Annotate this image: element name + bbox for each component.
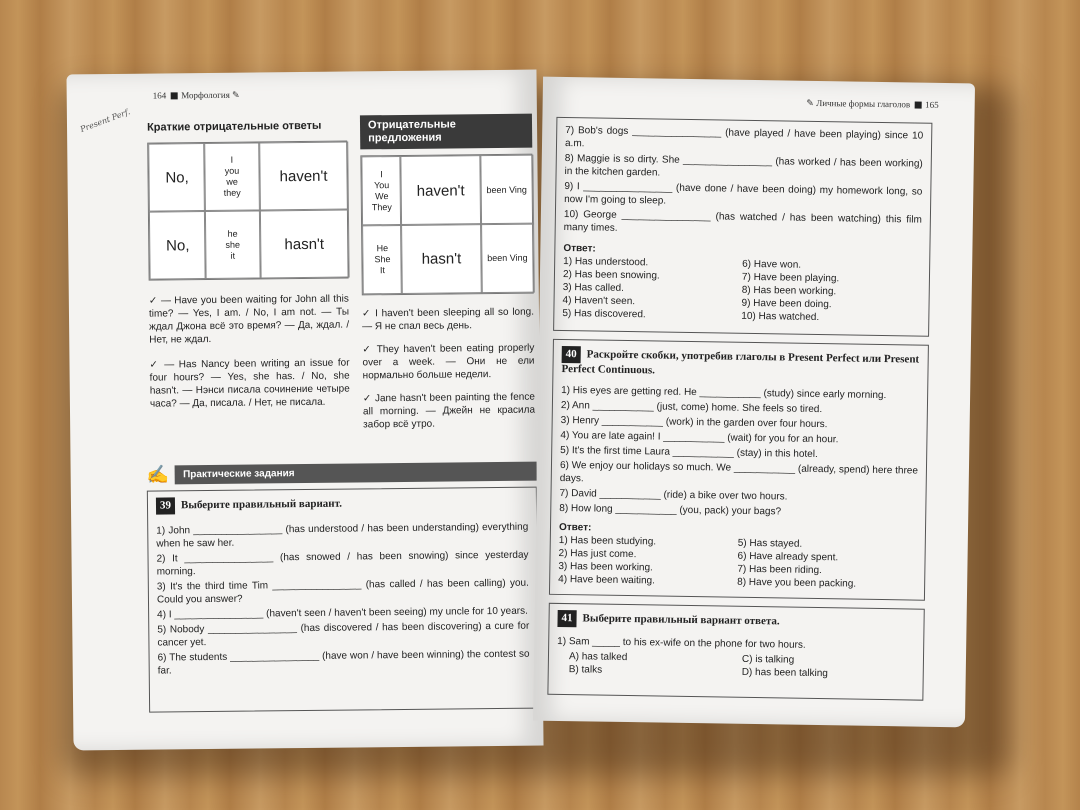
task-instruction: Раскройте скобки, употребив глаголы в Present Perfect или Present Perfect Continuous. xyxy=(561,348,920,377)
task-instruction: Выберите правильный вариант. xyxy=(180,497,342,512)
option-item: B) talks xyxy=(568,664,603,676)
answers-39 xyxy=(562,255,921,326)
cell-pronouns: I you we they xyxy=(203,142,261,211)
practical-banner xyxy=(147,462,537,485)
task-39-box xyxy=(147,487,539,713)
practical-heading: Практические задания xyxy=(175,462,537,485)
answers-column xyxy=(741,258,921,326)
answer-item: 6) Have won. xyxy=(742,258,802,271)
task-39-heading xyxy=(156,494,528,515)
header-title: Морфология xyxy=(181,89,230,101)
answer-label: Ответ: xyxy=(558,521,592,534)
task-item: 8) Maggie is so dirty. She ________________ (has worked / has been working) in the kitchen garden. xyxy=(564,152,923,179)
options-column xyxy=(742,653,915,682)
left-page-header: 164 Морфология ✎ xyxy=(152,89,240,101)
header-square-icon xyxy=(914,102,921,109)
answers-column xyxy=(737,537,917,592)
option-item: C) is talking xyxy=(741,653,795,666)
task-item: 10) George ________________ (has watched / has been watching) this film many times. xyxy=(563,208,922,234)
handwritten-note: Present Perf. xyxy=(79,107,132,135)
header-square-icon xyxy=(170,93,177,100)
task-item: 6) We enjoy our holidays so much. We ___________ (already, spend) here three days. xyxy=(559,459,919,485)
task-40-heading xyxy=(561,346,919,382)
answer-item: 1) Has understood. xyxy=(563,255,649,269)
answer-item: 7) Has been riding. xyxy=(737,563,822,577)
cell-no: No, xyxy=(149,211,207,280)
task-item: 5) It's the first time Laura ___________ (stay) in this hotel. xyxy=(560,444,818,461)
answer-item: 3) Has been working. xyxy=(558,560,653,574)
option-item: A) has talked xyxy=(568,651,628,664)
answer-item: 5) Has stayed. xyxy=(737,537,803,550)
task-item: 4) I ________________ (haven't seen / haven't been seeing) my uncle for 10 years. xyxy=(157,605,528,621)
answer-label: Ответ: xyxy=(563,242,596,255)
practical-section xyxy=(147,462,540,713)
task-item: 6) The students ________________ (have won / have been winning) the contest so far. xyxy=(157,648,530,677)
task-item: 5) Nobody ________________ (has discovered / has been discovering) a cure for cancer yet. xyxy=(157,620,530,649)
example-paragraph: ✓ — Have you been waiting for John all this time? — Yes, I am. / No, I am not. — Ты ждал Джона всё это время? — Да, ждал. / Нет, не ждал. xyxy=(148,293,350,346)
options-column xyxy=(569,650,742,679)
option-item: D) has been talking xyxy=(741,666,828,680)
task-number: 39 xyxy=(156,497,175,514)
task-item: 4) You are late again! I ___________ (wait) for you for an hour. xyxy=(560,429,839,446)
task-item: 2) It ________________ (has snowed / has been snowing) since yesterday morning. xyxy=(156,549,529,578)
cell-pronouns: I You We They xyxy=(361,156,402,226)
answer-options xyxy=(557,650,915,682)
cell-been: been Ving xyxy=(480,223,535,294)
notebook-icon: ✍ xyxy=(146,464,170,485)
page-number: 165 xyxy=(925,99,939,110)
task-item: 8) How long ___________ (you, pack) your bags? xyxy=(559,502,782,518)
short-answers-heading: Краткие отрицательные ответы xyxy=(146,119,322,134)
page-number: 164 xyxy=(152,90,167,101)
task-item: 1) John ________________ (has understood / has been understanding) everything when he saw her. xyxy=(156,521,529,550)
task-item: 7) Bob's dogs ________________ (have played / have been playing) since 10 a.m. xyxy=(564,125,924,150)
answer-item: 7) Have been playing. xyxy=(741,271,840,285)
task-item: 3) Henry ___________ (work) in the garden over four hours. xyxy=(560,414,828,431)
task-instruction: Выберите правильный вариант ответа. xyxy=(582,612,780,628)
task-39-continued-box xyxy=(553,117,932,337)
answer-item: 2) Has been snowing. xyxy=(562,268,660,282)
negative-heading: Отрицательные предложения xyxy=(360,114,532,150)
task-item: 1) Sam _____ to his ex-wife on the phone for two hours. xyxy=(557,635,806,651)
answer-item: 6) Have already spent. xyxy=(737,550,839,564)
task-item: 1) His eyes are getting red. He ___________ (study) since early morning. xyxy=(561,384,887,402)
answer-item: 4) Haven't seen. xyxy=(562,294,636,308)
example-paragraph: ✓ They haven't been eating properly over a week. — Они не ели нормально больше недели. xyxy=(362,342,535,382)
task-39-items xyxy=(156,521,530,678)
answers-column xyxy=(562,255,742,323)
short-answers-column xyxy=(147,120,350,413)
cell-been: been Ving xyxy=(479,155,534,226)
answers-column xyxy=(558,534,738,589)
cell-no: No, xyxy=(148,143,206,212)
example-paragraph: ✓ — Has Nancy been writing an issue for four hours? — Yes, she has. / No, she hasn't. — Нэнси писала сочинение четыре часа? — Да, писала. / Нет, не писала. xyxy=(149,357,350,410)
cell-verb: hasn't xyxy=(259,210,350,279)
answers-40 xyxy=(558,534,917,592)
task-number: 41 xyxy=(557,610,576,627)
example-paragraph: ✓ Jane hasn't been painting the fence all morning. — Джейн не красила забор всё утро. xyxy=(362,391,536,431)
cell-verb: haven't xyxy=(258,142,349,211)
example-paragraph: ✓ I haven't been sleeping all so long. — Я не спал весь день. xyxy=(361,306,535,333)
answer-item: 2) Has just come. xyxy=(558,547,637,561)
cell-pronouns: He She It xyxy=(362,224,403,294)
answer-item: 9) Have been doing. xyxy=(741,297,832,311)
task-item: 7) David ___________ (ride) a bike over two hours. xyxy=(559,487,788,503)
negative-table xyxy=(360,154,533,296)
answer-item: 4) Have been waiting. xyxy=(558,573,655,587)
header-title: Личные формы глаголов xyxy=(816,97,911,110)
answer-item: 1) Has been studying. xyxy=(558,534,657,548)
negative-column xyxy=(360,114,535,434)
left-page xyxy=(66,70,543,751)
task-item: 9) I ________________ (have done / have been doing) my homework long, so now I'm going to sleep. xyxy=(564,180,923,207)
task-40-box xyxy=(549,339,929,601)
task-41-box xyxy=(547,603,924,701)
answer-item: 3) Has called. xyxy=(562,281,624,294)
cell-verb: hasn't xyxy=(400,223,483,294)
task-41-heading xyxy=(557,610,915,633)
task-number: 40 xyxy=(562,346,581,363)
task-item: 2) Ann ___________ (just, come) home. She feels so tired. xyxy=(560,399,823,416)
cell-pronouns: he she it xyxy=(204,210,262,279)
answer-item: 10) Has watched. xyxy=(741,310,820,324)
answer-item: 8) Have you been packing. xyxy=(737,576,857,590)
answer-item: 8) Has been working. xyxy=(741,284,837,298)
right-page-header: ✎ Личные формы глаголов 165 xyxy=(806,97,939,110)
answer-item: 5) Has discovered. xyxy=(562,307,646,321)
task-item: 3) It's the third time Tim ________________ (has called / has been calling) you. Could you answer? xyxy=(156,577,529,606)
task-40-items xyxy=(559,384,919,521)
short-answers-table xyxy=(147,141,348,281)
cell-verb: haven't xyxy=(399,155,482,226)
right-page xyxy=(533,77,975,728)
